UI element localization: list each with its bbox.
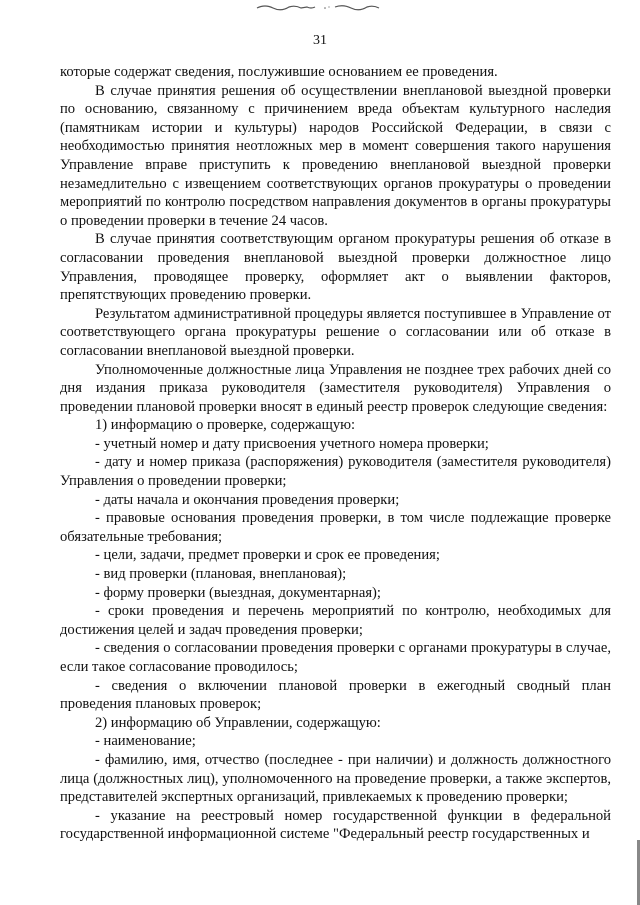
list-item: - дату и номер приказа (распоряжения) руководителя (заместителя руководителя) Управления о проведении проверки; bbox=[60, 454, 611, 490]
page-number: 31 bbox=[313, 33, 327, 48]
list-item: - сведения о согласовании проведения проверки с органами прокуратуры в случае, если такое согласование проводилось; bbox=[60, 640, 611, 675]
list-item: - правовые основания проведения проверки, в том числе подлежащие проверке обязательные требования; bbox=[60, 510, 611, 545]
list-item: - вид проверки (плановая, внеплановая); bbox=[95, 566, 347, 583]
list-item: - наименование; bbox=[95, 733, 196, 750]
list-item: - учетный номер и дату присвоения учетного номера проверки; bbox=[95, 435, 489, 452]
list-item: - сведения о включении плановой проверки в ежегодный сводный план проведения плановых проверок; bbox=[60, 677, 611, 713]
paragraph: В случае принятия соответствующим органом прокуратуры решения об отказе в согласовании проведения внеплановой выездной проверки должностное лицо Управления, проводящее проверку, оформляет акт о выявлении факторов, препятствующих проведению проверки. bbox=[60, 231, 611, 304]
paragraph: Уполномоченные должностные лица Управления не позднее трех рабочих дней со дня издания приказа руководителя (заместителя руководителя) Управления о проведении плановой проверки вносят в единый реестр проверок следующие сведения: bbox=[60, 361, 611, 415]
paragraph: Результатом административной процедуры является поступившее в Управление от соответствующего органа прокуратуры решение о согласовании или об отказе в согласовании внеплановой выездной проверки. bbox=[60, 305, 611, 359]
document-body bbox=[60, 63, 611, 844]
paragraph: которые содержат сведения, послужившие основанием ее проведения. bbox=[60, 64, 498, 80]
list-heading: 2) информацию об Управлении, содержащую: bbox=[95, 714, 381, 731]
paragraph: В случае принятия решения об осуществлении внеплановой выездной проверки по основанию, связанному с причинением вреда объектам культурного наследия (памятникам истории и культуры) народов Российской Федерации, в связи с необходимостью принятия неотложных мер в момент совершения такого нарушения Управление вправе приступить к проведению внеплановой выездной проверки незамедлительно с извещением соответствующих органов прокуратуры о проведении мероприятий по контролю посредством направления документов в органы прокуратуры о проведении проверки в течение 24 часов. bbox=[60, 82, 611, 229]
list-heading: 1) информацию о проверке, содержащую: bbox=[95, 417, 356, 434]
list-item: - сроки проведения и перечень мероприятий по контролю, необходимых для достижения целей и задач проведения проверки; bbox=[60, 603, 611, 638]
list-item: - даты начала и окончания проведения проверки; bbox=[95, 491, 400, 508]
list-item: - указание на реестровый номер государственной функции в федеральной государственной информационной системе "Федеральный реестр государственных и bbox=[60, 807, 611, 843]
list-item: - форму проверки (выездная, документарная); bbox=[95, 584, 381, 601]
scan-artifact bbox=[255, 2, 385, 12]
list-item: - цели, задачи, предмет проверки и срок ее проведения; bbox=[95, 547, 440, 564]
list-item: - фамилию, имя, отчество (последнее - при наличии) и должность должностного лица (должностных лиц), уполномоченного на проведение проверки, а также экспертов, представителей экспертных организаций, привлекаемых к проведению проверки; bbox=[60, 751, 611, 806]
